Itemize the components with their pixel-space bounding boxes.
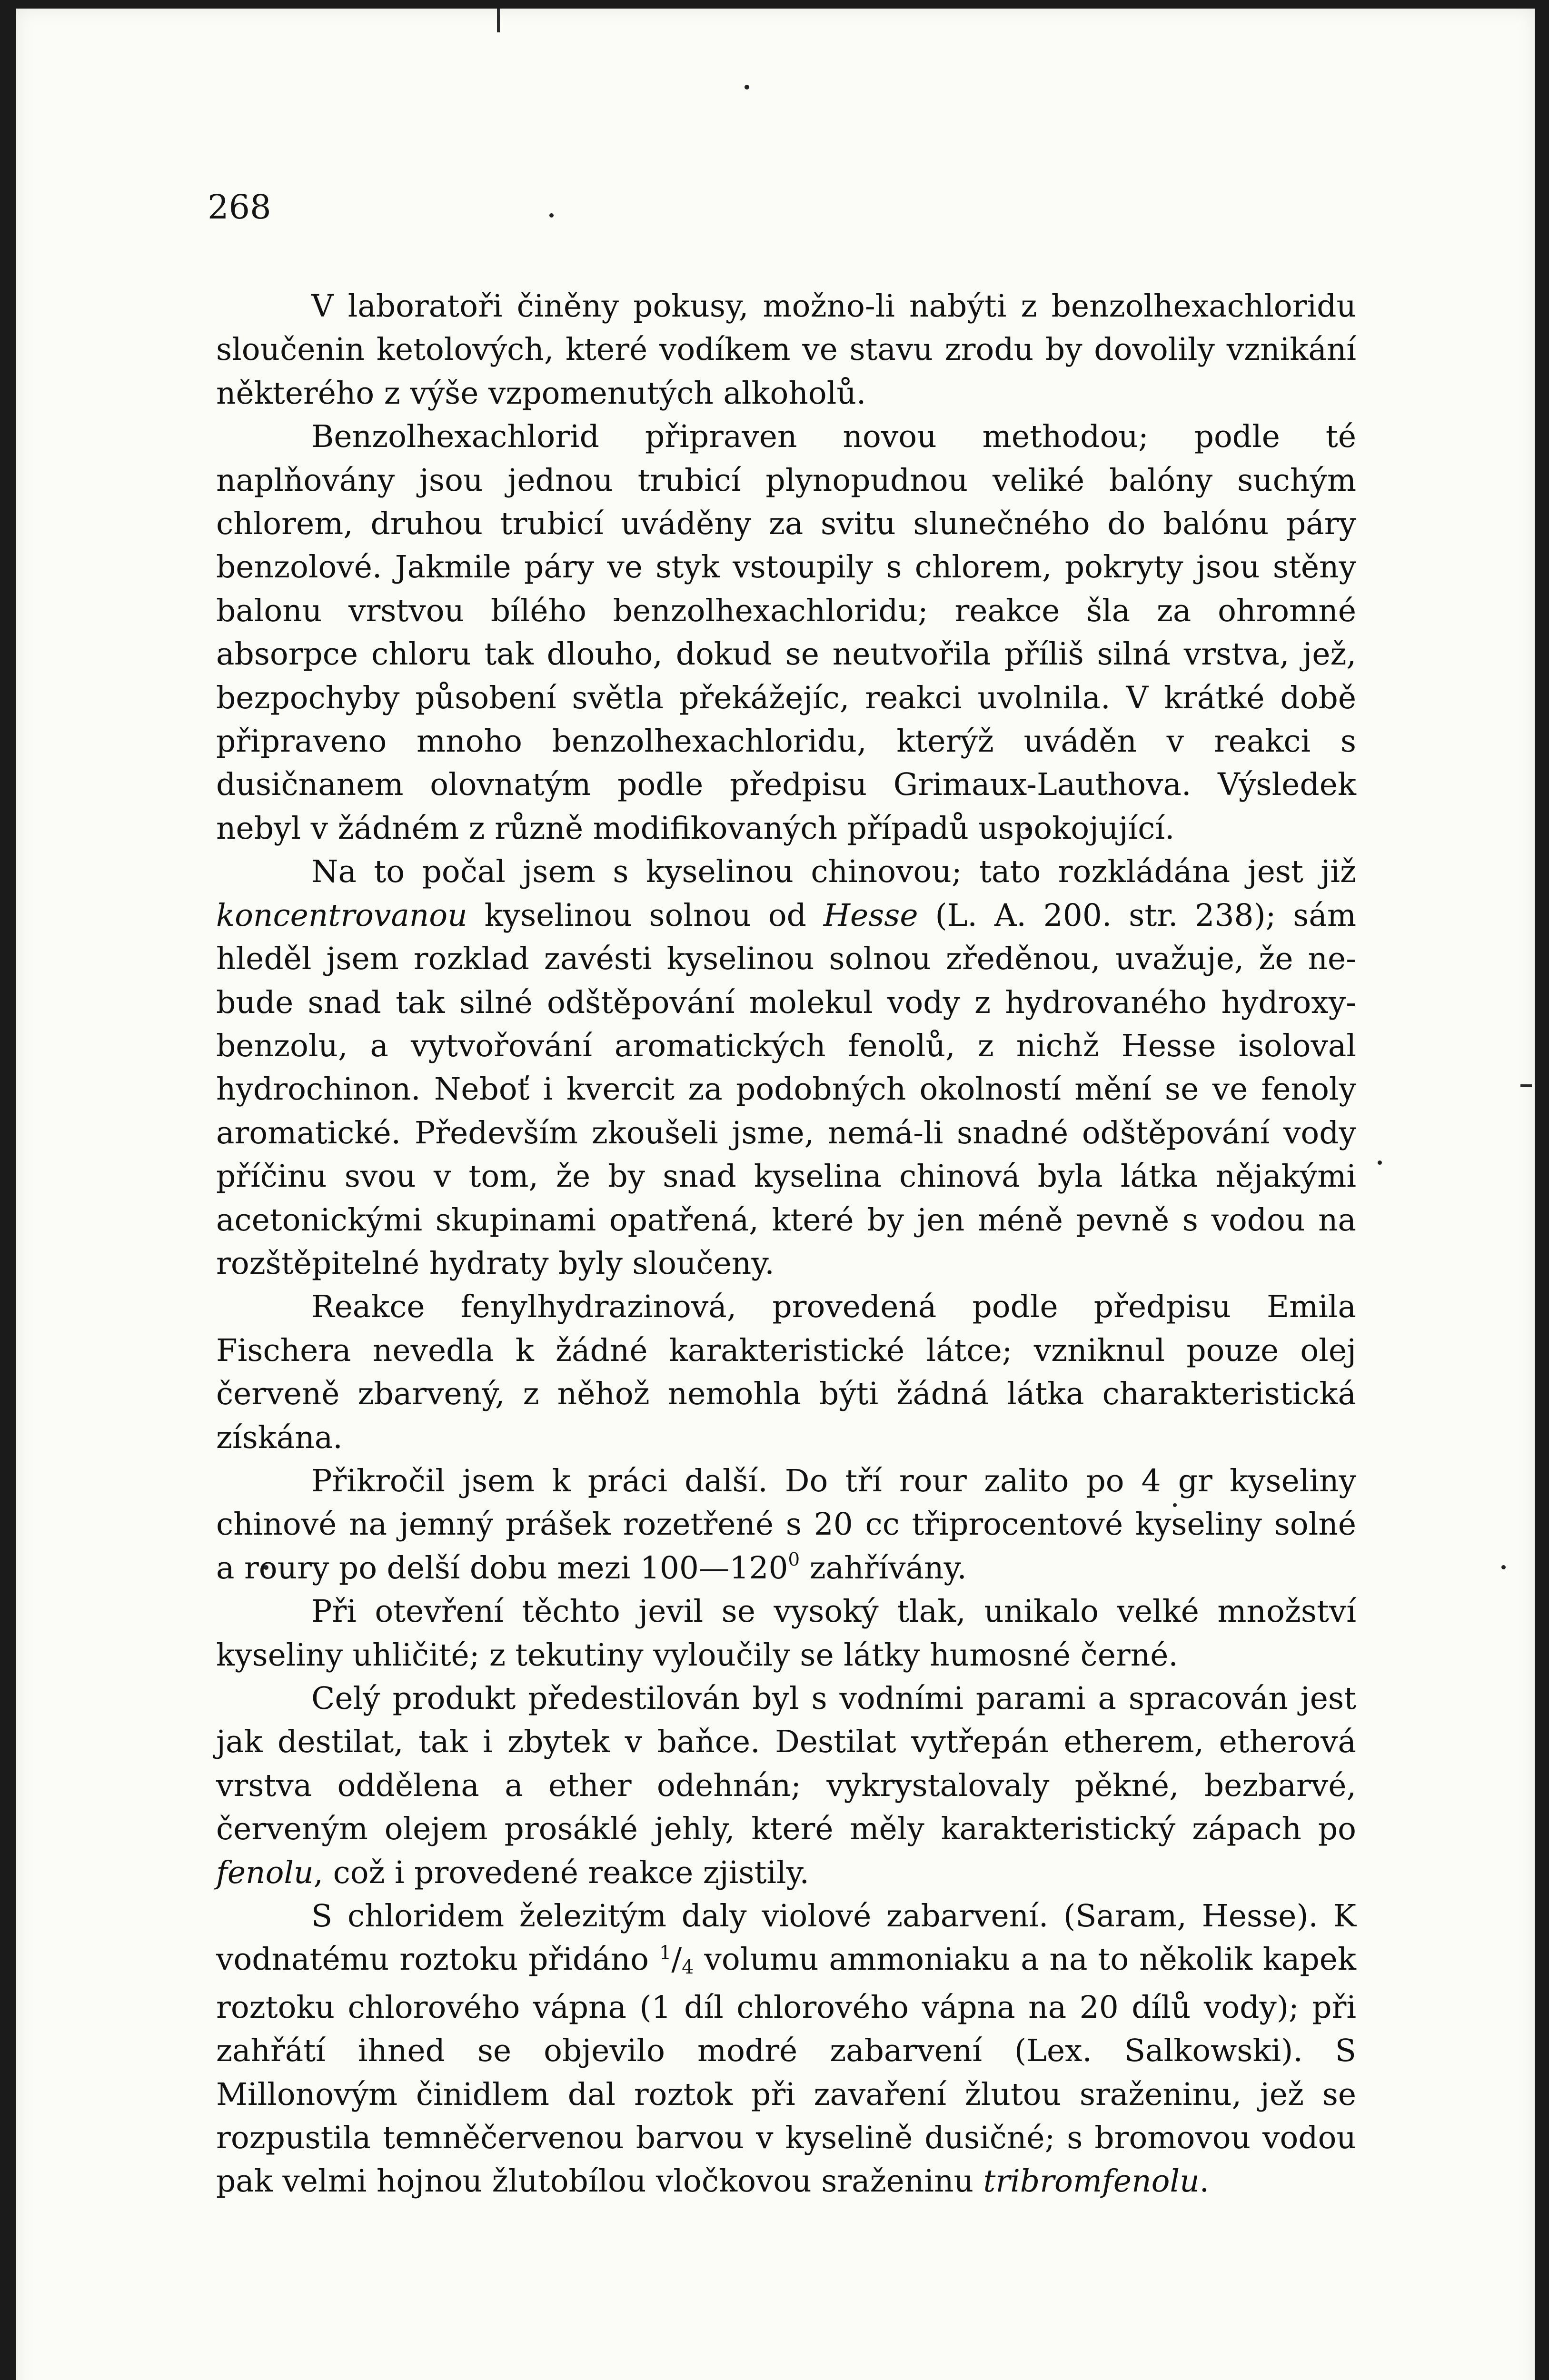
paragraph <box>216 285 1356 415</box>
text-run: , což i provedené reakce zjistily. <box>313 1854 810 1891</box>
author-name: Hesse <box>823 897 918 933</box>
top-edge-mark <box>497 9 500 32</box>
page-number: 268 <box>208 188 271 227</box>
dust-speck <box>549 213 554 218</box>
text-run: Benzolhexachlorid připraven novou methodou; podle té naplňovány jsou jednou trubicí plynopudnou veliké balóny suchým chlorem, druhou trubicí uváděny za svitu slunečného do balónu páry benzolové. Jakmile páry ve styk vstoupily s chlorem, pokryty jsou stěny balonu vrstvou bílého benzolhexachloridu; reakce šla za ohromné absorpce chloru tak dlouho, dokud se neutvořila příliš silná vrstva, jež, bezpochyby působení světla překážejíc, reakci uvolnila. V krátké době připraveno mnoho benzolhexachloridu, kterýž uváděn v reakci s dusičnanem olovnatým podle předpisu Grimaux-Lauthova. Výsledek nebyl v žádném z různě modifikovaných případů uspokojující. <box>216 419 1356 846</box>
paragraph <box>216 1677 1356 1894</box>
dust-speck <box>1378 1160 1382 1165</box>
paragraph <box>216 1894 1356 2203</box>
fraction-numerator: 1 <box>659 1942 672 1964</box>
text-run: Na to počal jsem s kyselinou chinovou; tato rozkládána jest již <box>311 854 1356 890</box>
dust-speck <box>745 85 749 89</box>
dust-speck <box>1501 1565 1506 1569</box>
text-run: zahřívány. <box>800 1550 967 1586</box>
text-run: (L. A. 200. str. 238); sám hleděl jsem rozklad zavésti kyselinou solnou zředěnou, uvažuje, že nebude snad tak silné odštěpování molekul vody z hydrovaného hydroxybenzolu, a vytvořování aromatických fenolů, z nichž Hesse isoloval hydrochinon. Neboť i kvercit za podobných okolností mění se ve fenoly aromatické. Především zkoušeli jsme, nemá-li snadné odštěpování vody příčinu svou v tom, že by snad kyselina chinová byla látka nějakými acetonickými skupinami opatřená, které by jen méně pevně s vodou na rozštěpitelné hydraty byly sloučeny. <box>216 897 1357 1281</box>
paragraph <box>216 1459 1356 1590</box>
right-edge-mark <box>1520 1084 1532 1087</box>
fraction-denominator: 4 <box>682 1956 694 1979</box>
degree-superscript: 0 <box>788 1548 800 1570</box>
paragraph <box>216 850 1356 1285</box>
text-run: volumu ammoniaku a na to několik kapek roztoku chlorového vápna (1 díl chlorového vápna na 20 dílů vody); při zahřátí ihned se objevilo modré zabarvení (Lex. Salkowski). S Millonovým činidlem dal roztok při zavaření žlutou sraženinu, jež se rozpustila temněčervenou barvou v kyselině dusičné; s bromovou vodou pak velmi hojnou žlutobílou vločkovou sraženinu <box>216 1942 1357 2200</box>
text-run: kyselinou solnou od <box>467 897 824 933</box>
paragraph <box>216 415 1356 850</box>
fraction-slash: / <box>671 1942 682 1978</box>
text-run: S chloridem železitým daly violové zabarvení. (Saram, Hesse). K vodnatému roztoku přidáno <box>216 1898 1356 1978</box>
book-page <box>16 9 1535 2380</box>
body-text <box>216 285 1356 2203</box>
paragraph <box>216 1285 1356 1459</box>
text-run: Při otevření těchto jevil se vysoký tlak, unikalo velké množství kyseliny uhličité; z tekutiny vyloučily se látky humosné černé. <box>216 1594 1356 1673</box>
text-run: Celý produkt předestilován byl s vodními parami a spracován jest jak destilat, tak i zbytek v baňce. Destilat vytřepán etherem, etherová vrstva oddělena a ether odehnán; vykrystalovaly pěkné, bezbarvé, červeným olejem prosáklé jehly, které měly karakteristický zápach po <box>216 1681 1356 1847</box>
text-run: Přikročil jsem k práci další. Do tří rour zalito po 4 gr kyseliny chinové na jemný prášek rozetřené s 20 cc třiprocentové kyseliny solné a roury po delší dobu mezi 100—120 <box>216 1463 1356 1586</box>
italic-term: tribromfenolu <box>983 2163 1200 2200</box>
italic-term: koncentrovanou <box>216 897 467 933</box>
text-run: V laboratoři činěny pokusy, možno-li nabýti z benzolhexachloridu sloučenin ketolových, které vodíkem ve stavu zrodu by dovolily vznikání některého z výše vzpomenutých alkoholů. <box>216 288 1356 411</box>
paragraph <box>216 1590 1356 1677</box>
text-run: Reakce fenylhydrazinová, provedená podle předpisu Emila Fischera nevedla k žádné karakteristické látce; vzniknul pouze olej červeně zbarvený, z něhož nemohla býti žádná látka charakteristická získána. <box>216 1289 1356 1456</box>
text-run: . <box>1199 2163 1210 2200</box>
italic-term: fenolu <box>216 1854 314 1891</box>
